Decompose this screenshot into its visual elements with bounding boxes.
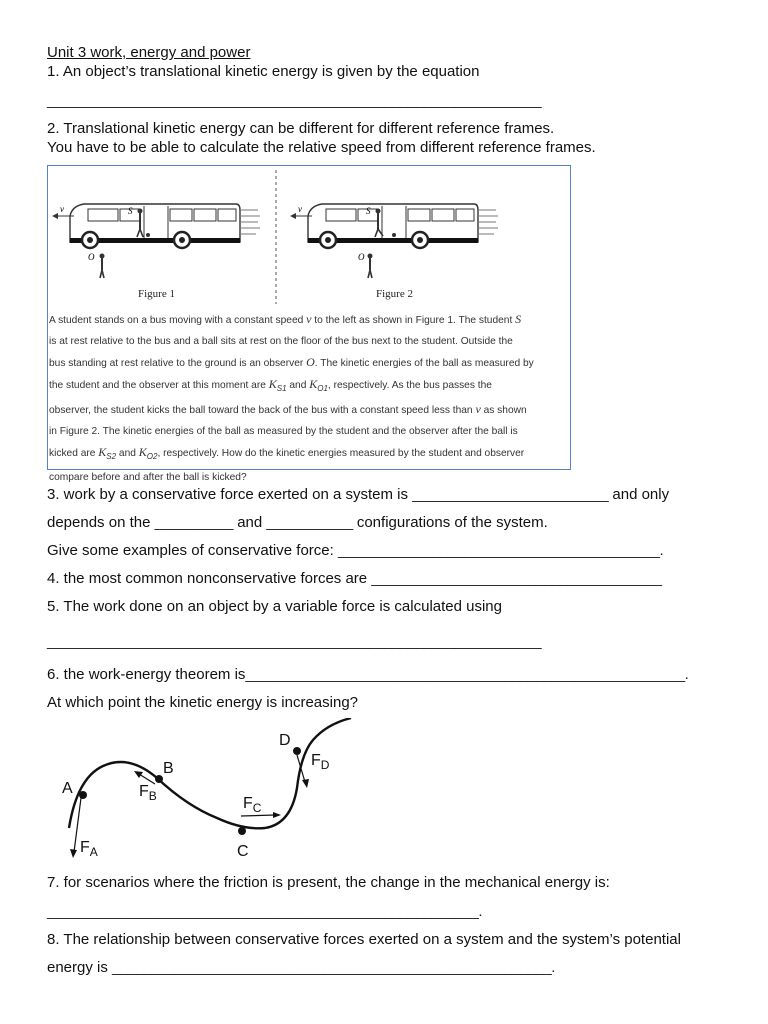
q4-blank[interactable]: _____________________________________ — [371, 570, 662, 587]
point-a-marker — [79, 791, 87, 799]
point-d-label: D — [279, 732, 291, 749]
problem-line-5: observer, the student kicks the ball toward the back of the bus with a constant speed less than v as shown — [49, 402, 527, 417]
question-7: 7. for scenarios where the friction is present, the change in the mechanical energy is: — [47, 874, 610, 891]
trajectory-curve — [69, 718, 351, 828]
q3-blank-4[interactable]: _________________________________________. — [337, 542, 664, 559]
point-a-label: A — [62, 780, 73, 797]
point-b-label: B — [163, 760, 174, 777]
bus-problem-figure — [47, 165, 571, 484]
question-8-line2: energy is ________________________________________________________. — [47, 959, 555, 976]
fig2-v-label: v — [298, 204, 302, 214]
force-a-label: $F_A$ — [80, 839, 98, 859]
q1-answer-blank[interactable]: _______________________________________________________________ — [47, 92, 542, 109]
question-6-prompt: At which point the kinetic energy is increasing? — [47, 694, 359, 711]
fig1-v-label: v — [60, 204, 64, 214]
bus-1-icon — [52, 204, 260, 278]
page-title: Unit 3 work, energy and power — [47, 44, 251, 61]
q7-answer-blank[interactable]: _______________________________________________________. — [47, 903, 482, 920]
q6-blank[interactable]: ________________________________________________________. — [245, 666, 689, 683]
point-d-marker — [293, 747, 301, 755]
q3-blank-2[interactable]: __________ — [154, 514, 234, 531]
figure-1-caption: Figure 1 — [138, 288, 175, 300]
problem-line-2: is at rest relative to the bus and a ball sits at rest on the floor of the bus next to the student. Outside the — [49, 336, 513, 347]
bus-2-icon — [290, 204, 498, 278]
force-curve-diagram — [47, 718, 392, 863]
force-c-label: $F_C$ — [243, 795, 262, 815]
fig1-o-label: O — [88, 252, 95, 262]
question-2-line1: 2. Translational kinetic energy can be different for different reference frames. — [47, 120, 555, 137]
question-2-line2: You have to be able to calculate the relative speed from different reference frames. — [47, 139, 596, 156]
q3-blank-3[interactable]: ___________ — [266, 514, 353, 531]
q5-answer-blank[interactable]: _______________________________________________________________ — [47, 633, 542, 650]
point-b-marker — [155, 775, 163, 783]
problem-line-4: the student and the observer at this moment are $K_{S1}$ and $K_{O1}$, respectively. As the bus passes the — [49, 377, 492, 394]
question-5: 5. The work done on an object by a variable force is calculated using — [47, 598, 502, 615]
question-8-line1: 8. The relationship between conservative forces exerted on a system and the system’s potential — [47, 931, 681, 948]
force-b-label: $F_B$ — [139, 783, 157, 803]
force-d-label: $F_D$ — [311, 752, 330, 772]
problem-line-8: compare before and after the ball is kicked? — [49, 472, 247, 484]
q3-blank-1[interactable]: _________________________ — [412, 486, 609, 503]
problem-line-7: kicked are $K_{S2}$ and $K_{O2}$, respectively. How do the kinetic energies measured by the student and observer — [49, 445, 525, 462]
problem-line-1: A student stands on a bus moving with a constant speed v to the left as shown in Figure 1. The student S — [49, 312, 522, 326]
fig2-s-label: S — [366, 206, 371, 216]
question-3-line1: 3. work by a conservative force exerted on a system is _________________________ and only — [47, 486, 670, 503]
problem-line-6: in Figure 2. The kinetic energies of the ball as measured by the student and the observer after the ball is — [49, 426, 518, 438]
fig2-o-label: O — [358, 252, 365, 262]
bus-problem-text — [49, 309, 569, 488]
question-6: 6. the work-energy theorem is________________________________________________________. — [47, 666, 689, 683]
bus-figures-illustration — [48, 166, 570, 306]
point-c-label: C — [237, 843, 249, 860]
figure-2-caption: Figure 2 — [376, 288, 413, 300]
question-1: 1. An object’s translational kinetic energy is given by the equation — [47, 63, 480, 80]
point-c-marker — [238, 827, 246, 835]
question-3-line2: depends on the __________ and ___________ configurations of the system. — [47, 514, 548, 531]
problem-line-3: bus standing at rest relative to the ground is an observer O. The kinetic energies of the ball as measured by — [49, 355, 534, 369]
fig1-s-label: S — [128, 206, 133, 216]
question-3-line3: Give some examples of conservative force: _________________________________________. — [47, 542, 664, 559]
question-4: 4. the most common nonconservative forces are _____________________________________ — [47, 570, 662, 587]
q8-blank[interactable]: ________________________________________________________. — [112, 959, 555, 976]
force-c-arrow — [241, 815, 275, 816]
